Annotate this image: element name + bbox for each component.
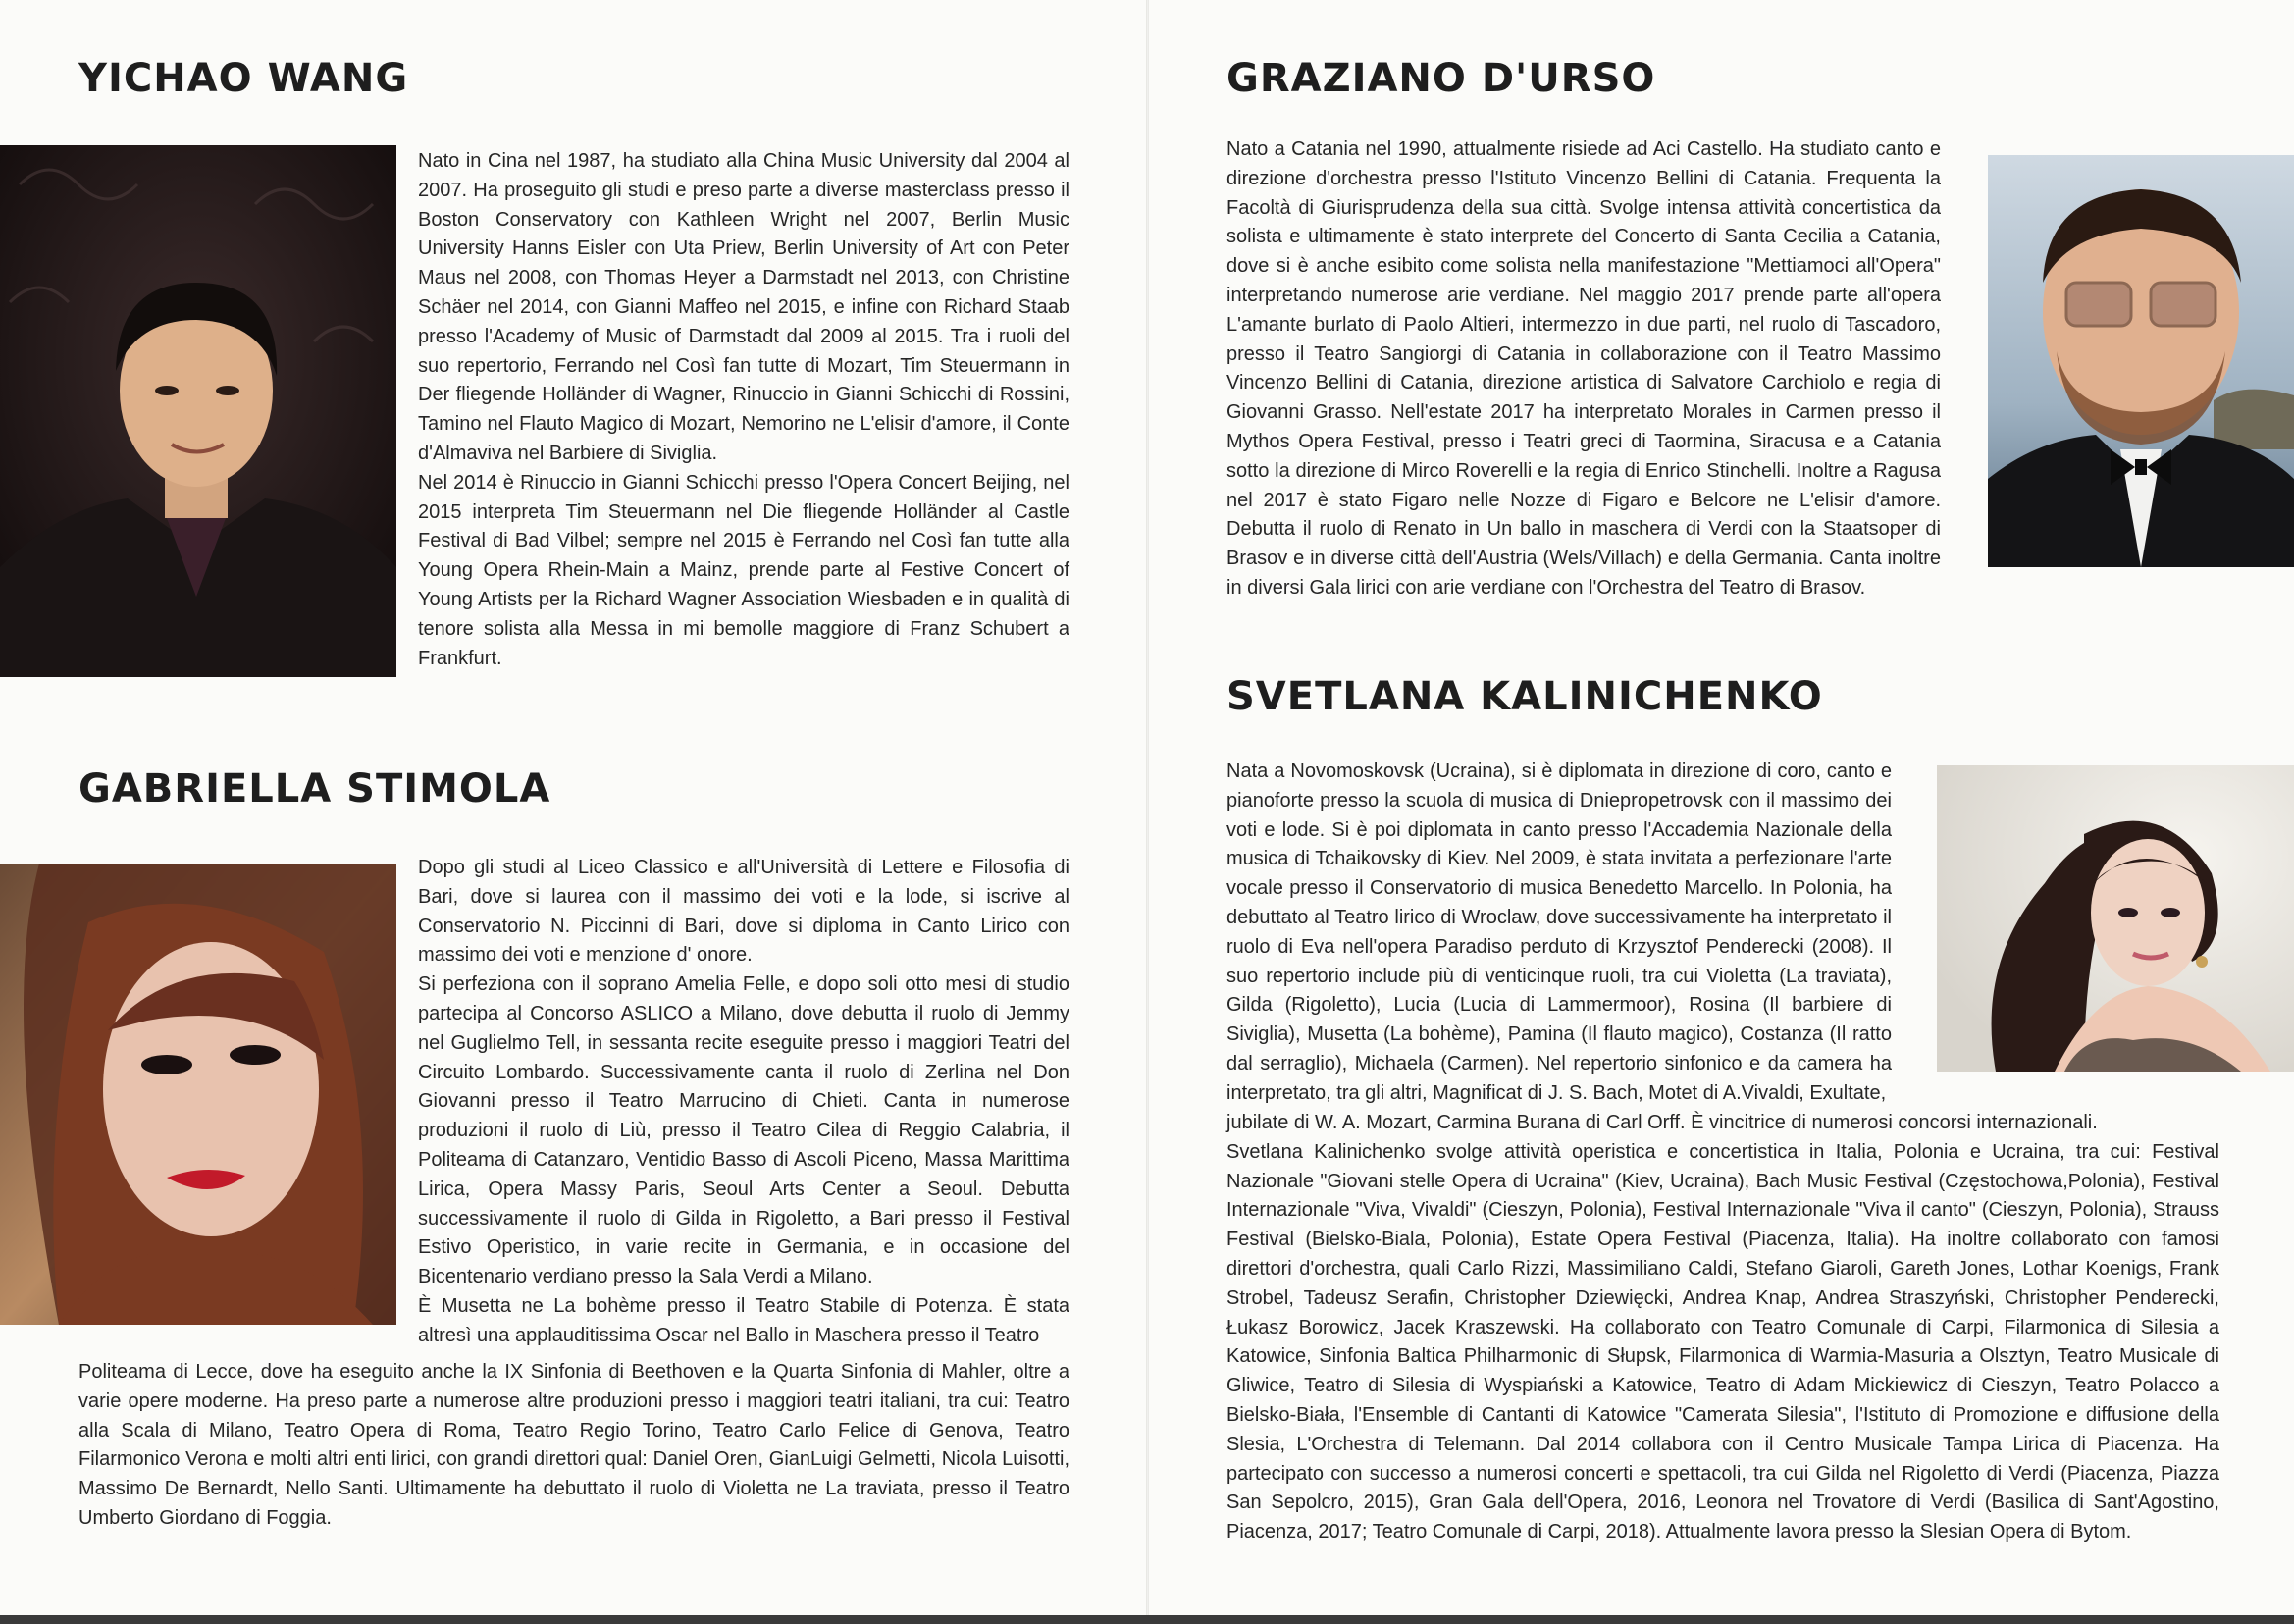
bio-paragraph: Svetlana Kalinichenko svolge attività operistica e concertistica in Italia, Polonia e Ucraina, tra cui: Festival Nazionale "Giovani stelle Opera di Ucraina" (Kiev, Ucraina), Bach Music Festival (Częstochowa,Polonia), Festival Internazionale "Viva, Vivaldi" (Cieszyn, Polonia), Festival Internazionale "Viva il canto" (Cieszyn, Polonia), Strauss Festival (Bielsko-Biala, Polonia), Estate Opera Festival (Piacenza, Italia). Ha inoltre collaborato con famosi direttori d'orchestra, quali Carlo Rizzi, Massimiliano Caldi, Stefano Giaroli, Gareth Jones, Lothar Koenigs, Frank Strobel, Tadeusz Serafin, Christopher Dziewięcki, Andrea Knap, Andrea Straszyński, Christopher Penderecki, Łukasz Borowicz, Jacek Kraszewski. Ha collaborato con Teatro Comunale di Carpi, Filarmonica di Silesia a Katowice, Sinfonia Baltica Philharmonic di Słupsk, Filarmonica di Warmia-Masuria a Olsztyn, Teatro Musicale di Gliwice, Teatro di Silesia di Wyspiański a Katowice, Teatro di Adam Mickiewicz di Cieszyn, Teatro Polacco a Bielsko-Biała, l'Ensemble di Cantanti di Katowice "Camerata Silesia", l'Istituto di Promozione e diffusione della Slesia, L'Orchestra di Telemann. Dal 2014 collabora con il Centro Musicale Tampa Lirica di Piacenza. Ha partecipato con successo a numerosi concerti e spettacoli, tra cui Gilda nel Rigoletto di Verdi (Piacenza, Piazza San Sepolcro, 2015), Gran Gala dell'Opera, 2016, Leonora nel Trovatore di Verdi (Basilica di Sant'Agostino, Piacenza, 2017; Teatro Comunale di Carpi, 2018). Attualmente lavora presso la Slesian Opera di Bytom. bbox=[1226, 1140, 2219, 1544]
bio-paragraph: Politeama di Lecce, dove ha eseguito anche la IX Sinfonia di Beethoven e la Quarta Sinfonia di Mahler, oltre a varie opere moderne. Ha preso parte a numerose altre produzioni presso i maggiori teatri italiani, tra cui: Teatro alla Scala di Milano, Teatro Opera di Roma, Teatro Regio Torino, Teatro Carlo Felice di Genova, Teatro Filarmonico Verona e molti altri enti lirici, con grandi direttori qual: Daniel Oren, GianLuigi Gelmetti, Nicola Luisotti, Massimo De Bernardt, Nello Santi. Ultimamente ha debuttato il ruolo di Violetta ne La traviata, presso il Teatro Umberto Giordano di Foggia. bbox=[78, 1361, 1069, 1529]
portrait-svetlana-kalinichenko bbox=[1937, 765, 2294, 1072]
bio-paragraph: Nel 2014 è Rinuccio in Gianni Schicchi presso l'Opera Concert Beijing, nel 2015 interpreta Tim Steuermann nel Die fliegende Holländer al Castle Festival di Bad Vilbel; sempre nel 2015 è Ferrando nel Così fan tutte alla Young Opera Rhein-Main a Mainz, prende parte al Festive Concert of Young Artists per la Richard Wagner Association Wiesbaden e in qualità di tenore solista alla Messa in mi bemolle maggiore di Franz Schubert a Frankfurt. bbox=[418, 471, 1069, 669]
artist-name-gabriella-stimola: GABRIELLA STIMOLA bbox=[78, 766, 551, 812]
bio-svetlana-kalinichenko-continued bbox=[1226, 1109, 2219, 1547]
artist-name-svetlana-kalinichenko: SVETLANA KALINICHENKO bbox=[1226, 674, 1823, 719]
artist-name-graziano-durso: GRAZIANO D'URSO bbox=[1226, 56, 1656, 101]
portrait-yichao-wang bbox=[0, 145, 396, 677]
bio-paragraph: Nata a Novomoskovsk (Ucraina), si è diplomata in direzione di coro, canto e pianoforte presso la scuola di musica di Dniepropetrovsk con il massimo dei voti e lode. Si è poi diplomata in canto presso l'Accademia Nazionale della musica di Tchaikovsky di Kiev. Nel 2009, è stata invitata a perfezionare l'arte vocale presso il Conservatorio di musica Benedetto Marcello. In Polonia, ha debuttato al Teatro lirico di Wroclaw, dove successivamente ha interpretato il ruolo di Eva nell'opera Paradiso perduto di Krzysztof Penderecki (2008). Il suo repertorio include più di venticinque ruoli, tra cui Violetta (La traviata), Gilda (Rigoletto), Lucia (Lucia di Lammermoor), Rosina (Il barbiere di Siviglia), Musetta (La bohème), Pamina (Il flauto magico), Costanza (Il ratto dal serraglio), Michaela (Carmen). Nel repertorio sinfonico e da camera ha interpretato, tra gli altri, Magnificat di J. S. Bach, Motet di A.Vivaldi, Exultate, bbox=[1226, 760, 1892, 1104]
portrait-graziano-durso bbox=[1988, 155, 2294, 567]
bio-svetlana-kalinichenko bbox=[1226, 758, 1892, 1109]
page-fold bbox=[1146, 0, 1149, 1624]
bio-yichao-wang bbox=[418, 147, 1069, 673]
bio-paragraph: Dopo gli studi al Liceo Classico e all'Università di Lettere e Filosofia di Bari, dove si laurea con il massimo dei voti e la lode, si iscrive al Conservatorio N. Piccinni di Bari, dove si diploma in Canto Lirico con massimo dei voti e menzione d' onore. bbox=[418, 857, 1069, 967]
portrait-gabriella-stimola bbox=[0, 864, 396, 1325]
bio-paragraph: Si perfeziona con il soprano Amelia Felle, e dopo soli otto mesi di studio partecipa al Concorso ASLICO a Milano, dove debutta il ruolo di Jemmy nel Guglielmo Tell, in sessanta recite eseguite presso i maggiori Teatri del Circuito Lombardo. Successivamente canta il ruolo di Zerlina nel Don Giovanni presso il Teatro Marrucino di Chieti. Canta in numerose produzioni il ruolo di Liù, presso il Teatro Cilea di Reggio Calabria, il Politeama di Catanzaro, Ventidio Basso di Ascoli Piceno, Massa Marittima Lirica, Opera Massy Paris, Seoul Arts Center a Seoul. Debutta successivamente il ruolo di Gilda in Rigoletto, a Bari presso il Festival Estivo Operistico, in varie recite in Germania, e in occasione del Bicentenario verdiano presso la Sala Verdi a Milano. bbox=[418, 973, 1069, 1288]
bio-paragraph: jubilate di W. A. Mozart, Carmina Burana di Carl Orff. È vincitrice di numerosi concorsi internazionali. bbox=[1226, 1112, 2098, 1133]
bio-paragraph: È Musetta ne La bohème presso il Teatro Stabile di Potenza. È stata altresì una applauditissima Oscar nel Ballo in Maschera presso il Teatro bbox=[418, 1294, 1069, 1346]
page-bottom-edge bbox=[0, 1615, 2294, 1624]
bio-graziano-durso bbox=[1226, 135, 1941, 603]
bio-paragraph: Nato a Catania nel 1990, attualmente risiede ad Aci Castello. Ha studiato canto e direzione d'orchestra presso l'Istituto Vincenzo Bellini di Catania. Frequenta la Facoltà di Giurisprudenza della sua città. Svolge intensa attività concertistica da solista e ultimamente è stato interprete del Concerto di Santa Cecilia a Catania, dove si è anche esibito come solista nella manifestazione "Mettiamoci all'Opera" interpretando numerose arie verdiane. Nel maggio 2017 prende parte all'opera L'amante burlato di Paolo Altieri, intermezzo in due parti, nel ruolo di Tascadoro, presso il Teatro Sangiorgi di Catania in collaborazione con il Teatro Massimo Vincenzo Bellini di Catania, direzione artistica di Salvatore Carchiolo e regia di Giovanni Grasso. Nell'estate 2017 ha interpretato Morales in Carmen presso il Mythos Opera Festival, presso i Teatri greci di Taormina, Siracusa e a Catania sotto la direzione di Mirco Roverelli e la regia di Enrico Stinchelli. Inoltre a Ragusa nel 2017 è stato Figaro nelle Nozze di Figaro e Belcore ne L'elisir d'amore. Debutta il ruolo di Renato in Un ballo in maschera di Verdi con la Staatsoper di Brasov e in diverse città dell'Austria (Wels/Villach) e della Germania. Canta inoltre in diversi Gala lirici con arie verdiane con l'Orchestra del Teatro di Brasov. bbox=[1226, 138, 1941, 599]
bio-gabriella-stimola bbox=[418, 854, 1069, 1351]
bio-gabriella-stimola-continued bbox=[78, 1358, 1069, 1534]
artist-name-yichao-wang: YICHAO WANG bbox=[78, 56, 409, 101]
bio-paragraph: Nato in Cina nel 1987, ha studiato alla China Music University dal 2004 al 2007. Ha proseguito gli studi e preso parte a diverse masterclass presso il Boston Conservatory con Kathleen Wright nel 2007, Berlin Music University Hanns Eisler con Uta Priew, Berlin University of Art con Peter Maus nel 2008, con Thomas Heyer a Darmstadt nel 2013, con Christine Schäer nel 2014, con Gianni Maffeo nel 2015, e infine con Richard Staab presso l'Academy of Music of Darmstadt dal 2009 al 2015. Tra i ruoli del suo repertorio, Ferrando nel Così fan tutte di Mozart, Tim Steuermann in Der fliegende Holländer di Wagner, Rinuccio in Gianni Schicchi di Rossini, Tamino nel Flauto Magico di Mozart, Nemorino ne L'elisir d'amore, il Conte d'Almaviva nel Barbiere di Siviglia. bbox=[418, 150, 1069, 464]
